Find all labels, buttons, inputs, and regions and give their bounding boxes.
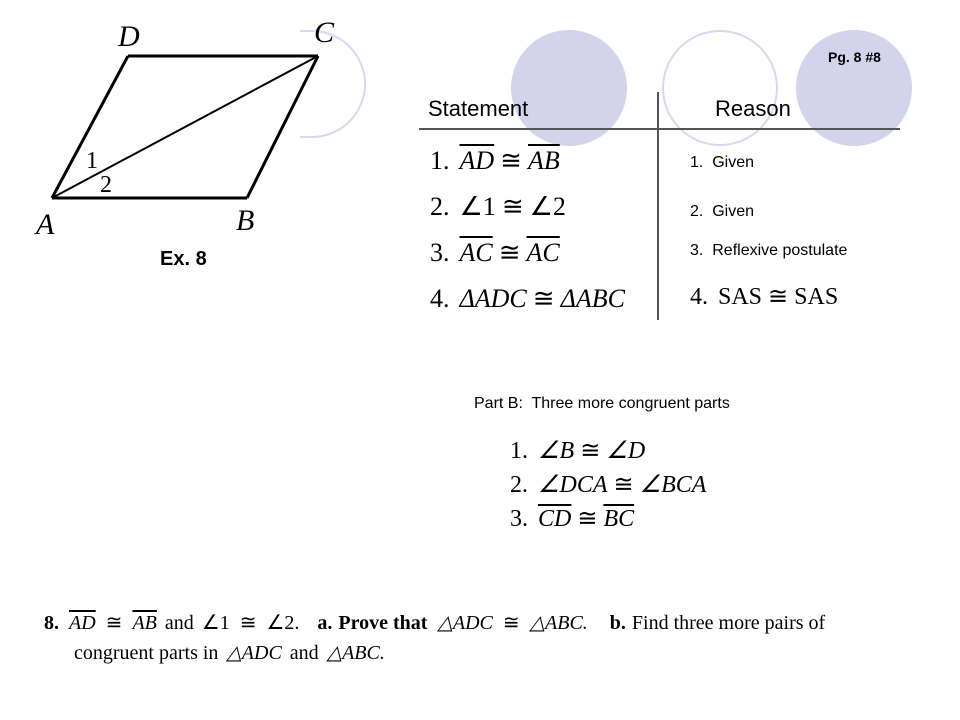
problem-number: 8. [44, 612, 59, 634]
reason-3: 3. Reflexive postulate [690, 242, 848, 259]
reason-4: 4. SAS ≅ SAS [690, 284, 839, 310]
vertex-label-a: A [36, 208, 55, 241]
part-b-title: Part B: Three more congruent parts [474, 395, 730, 412]
reason-2: 2. Given [690, 203, 755, 220]
statement-2: 2. ∠1 ≅ ∠2 [430, 192, 566, 221]
angle-label-1: 1 [86, 148, 98, 174]
page-reference: Pg. 8 #8 [828, 49, 881, 65]
statement-1: 1. $\overline{AD}$ ≅ $\overline{AB}$ [430, 146, 560, 175]
figure-caption: Ex. 8 [160, 248, 207, 270]
problem-line-1: 8. $\overline{AD}$ ≅ $\overline{AB}$ and ∠1 ≅ ∠2. a. Prove that △ADC ≅ △ABC. b. Find three more pairs of [44, 612, 826, 634]
table-header-rule [419, 128, 900, 130]
table-column-divider [657, 92, 659, 320]
part-b-item-3: 3. $\overline{CD}$ ≅ $\overline{BC}$ [510, 506, 635, 532]
problem-line-2: congruent parts in △ADC and △ABC. [74, 642, 385, 664]
reason-1: 1. Given [690, 154, 755, 171]
part-b-item-1: 1. ∠B ≅ ∠D [510, 438, 646, 464]
header-statement: Statement [428, 96, 529, 121]
statement-4: 4. ΔADC ≅ ΔABC [430, 284, 625, 313]
vertex-label-c: C [314, 16, 335, 49]
statement-3: 3. $\overline{AC}$ ≅ $\overline{AC}$ [430, 238, 560, 267]
header-reason: Reason [715, 96, 791, 121]
angle-label-2: 2 [100, 172, 112, 198]
vertex-label-d: D [118, 20, 140, 53]
vertex-label-b: B [236, 204, 255, 237]
part-b-item-2: 2. ∠DCA ≅ ∠BCA [510, 472, 707, 498]
